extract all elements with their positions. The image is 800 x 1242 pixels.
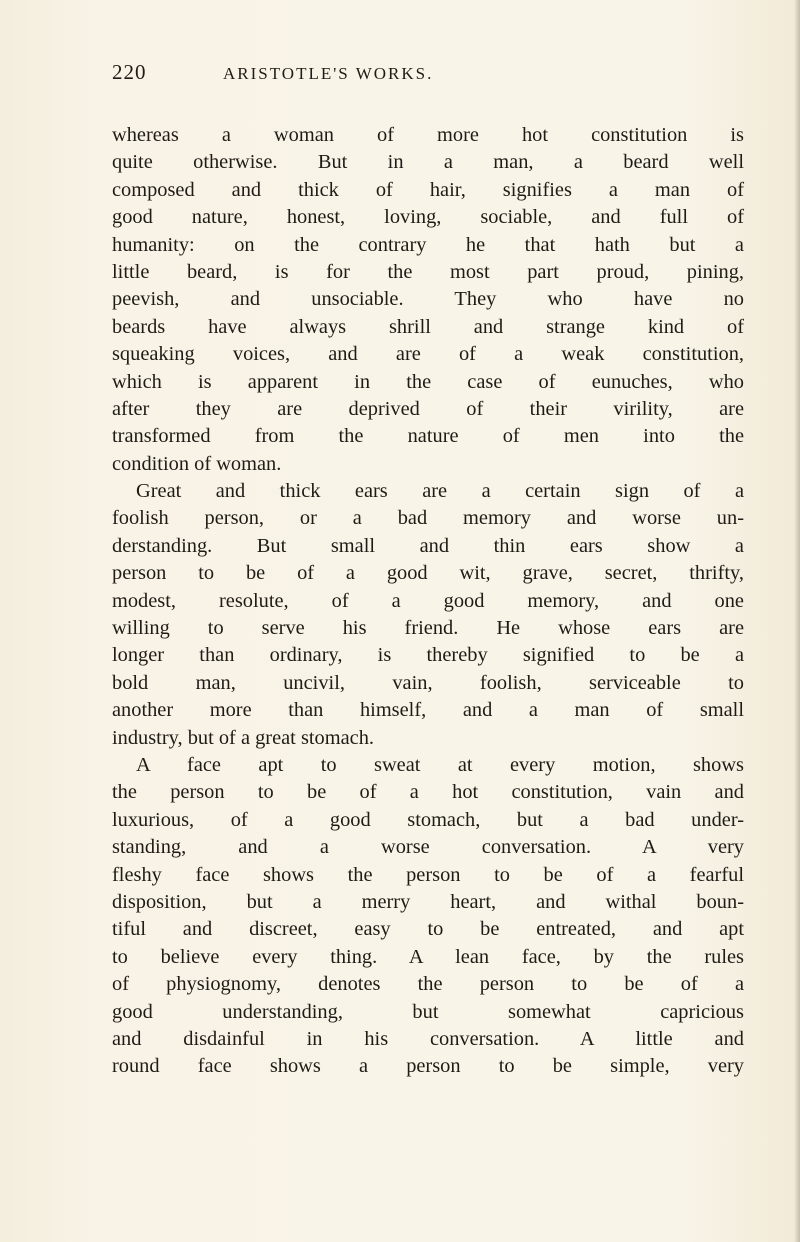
- body-text: [112, 122, 744, 1081]
- text-line: standing, and a worse conversation. A very: [112, 836, 744, 859]
- text-line: another more than himself, and a man of small: [112, 699, 744, 722]
- text-line: to believe every thing. A lean face, by the rules: [112, 945, 744, 968]
- text-line: tiful and discreet, easy to be entreated, and apt: [112, 918, 744, 941]
- paragraph-start-line: Great and thick ears are a certain sign of a: [136, 480, 744, 503]
- text-line: squeaking voices, and are of a weak constitution,: [112, 343, 744, 366]
- text-line: the person to be of a hot constitution, vain and: [112, 781, 744, 804]
- text-line: humanity: on the contrary he that hath but a: [112, 233, 744, 256]
- text-line: industry, but of a great stomach.: [112, 726, 374, 749]
- text-line: disposition, but a merry heart, and withal boun-: [112, 890, 744, 913]
- running-head: ARISTOTLE'S WORKS.: [223, 64, 434, 83]
- text-line: willing to serve his friend. He whose ears are: [112, 617, 744, 640]
- paragraph-start-line: A face apt to sweat at every motion, shows: [136, 753, 744, 776]
- text-line: whereas a woman of more hot constitution is: [112, 124, 744, 146]
- page-header: [112, 60, 732, 100]
- text-line: after they are deprived of their virility, are: [112, 397, 744, 420]
- text-line: peevish, and unsociable. They who have no: [112, 288, 744, 311]
- text-line: luxurious, of a good stomach, but a bad under-: [112, 808, 744, 831]
- text-line: fleshy face shows the person to be of a fearful: [112, 863, 744, 886]
- text-line: condition of woman.: [112, 452, 282, 475]
- text-line: composed and thick of hair, signifies a man of: [112, 178, 744, 201]
- text-line: little beard, is for the most part proud, pining,: [112, 260, 744, 283]
- text-line: quite otherwise. But in a man, a beard well: [112, 151, 744, 174]
- text-line: foolish person, or a bad memory and worse un-: [112, 507, 744, 530]
- page-number: 220: [112, 60, 147, 84]
- text-line: transformed from the nature of men into the: [112, 425, 744, 448]
- text-line: longer than ordinary, is thereby signified to be a: [112, 644, 744, 667]
- text-line: beards have always shrill and strange kind of: [112, 315, 744, 338]
- page-edge-shadow: [794, 0, 800, 1242]
- text-line: person to be of a good wit, grave, secret, thrifty,: [112, 562, 744, 585]
- text-line: bold man, uncivil, vain, foolish, serviceable to: [112, 671, 744, 694]
- text-line: of physiognomy, denotes the person to be of a: [112, 973, 744, 996]
- text-line: good understanding, but somewhat capricious: [112, 1000, 744, 1023]
- text-line: derstanding. But small and thin ears show a: [112, 534, 744, 557]
- text-line: good nature, honest, loving, sociable, and full of: [112, 206, 744, 229]
- text-line: which is apparent in the case of eunuches, who: [112, 370, 744, 393]
- text-line: modest, resolute, of a good memory, and one: [112, 589, 744, 612]
- text-line: and disdainful in his conversation. A little and: [112, 1027, 744, 1050]
- text-line: round face shows a person to be simple, very: [112, 1055, 744, 1078]
